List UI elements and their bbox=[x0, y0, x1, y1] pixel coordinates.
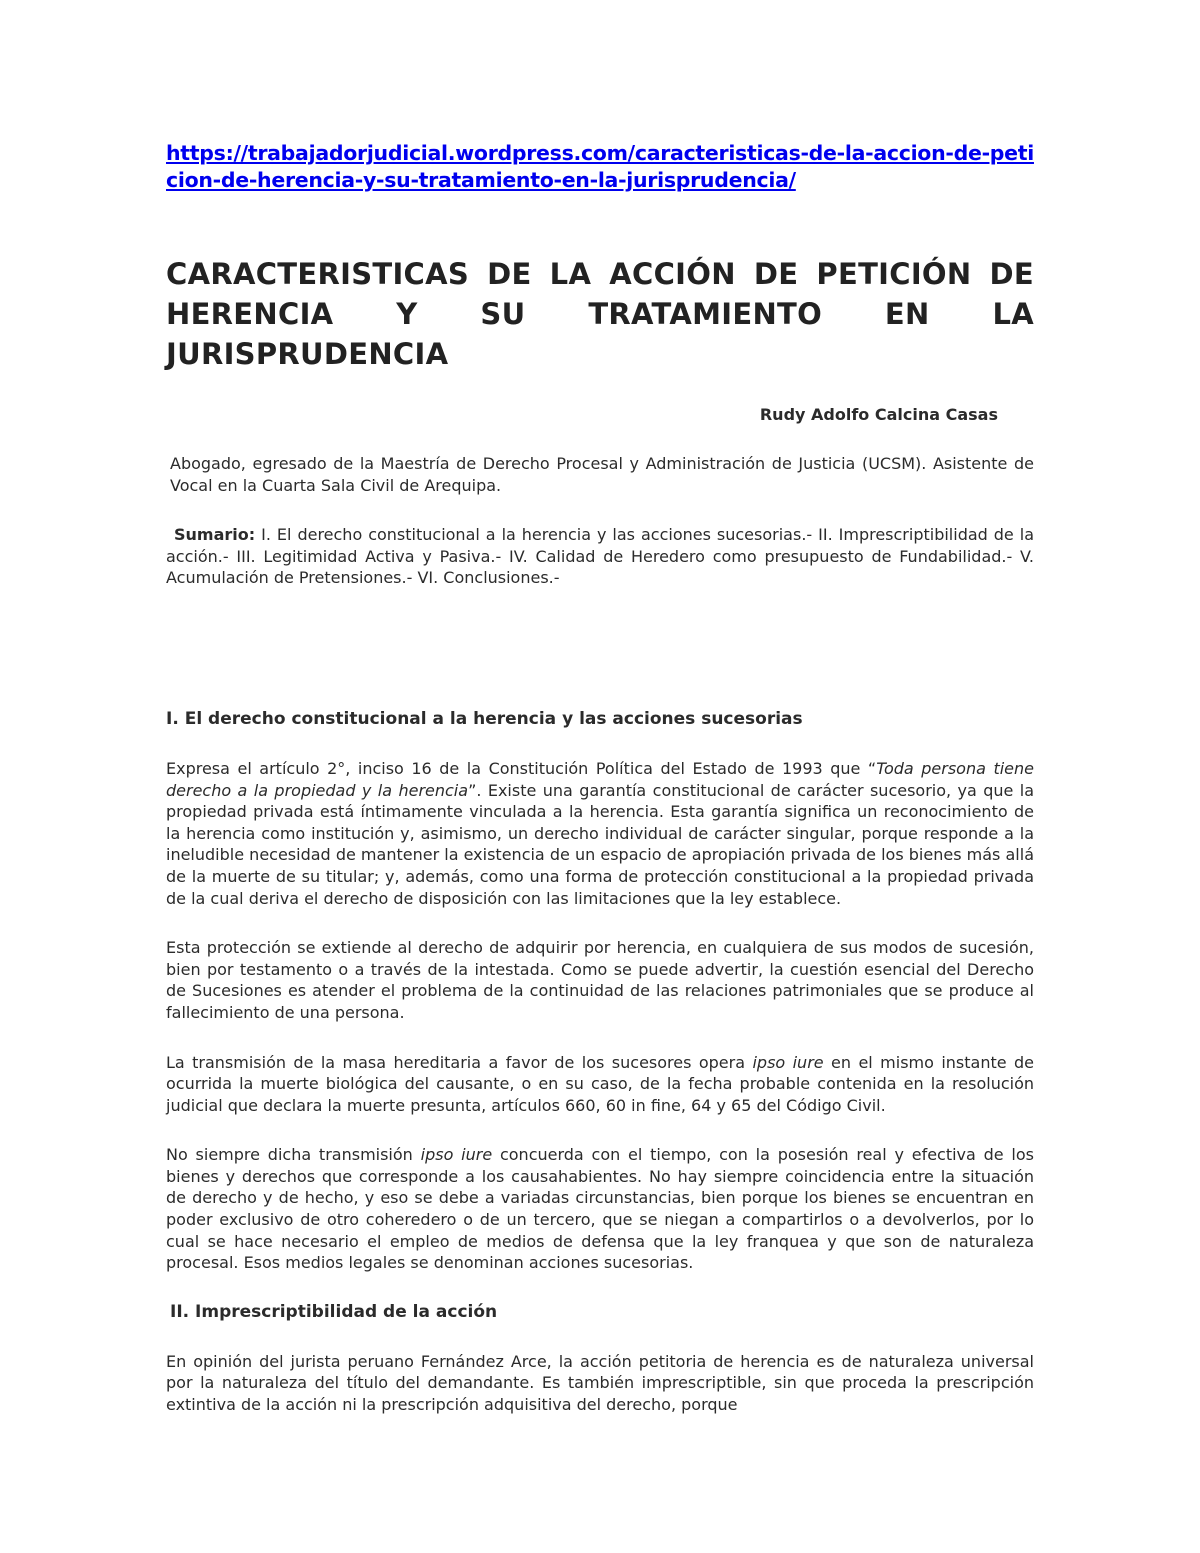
text-run: La transmisión de la masa hereditaria a favor de los sucesores opera bbox=[166, 1052, 753, 1072]
author-name: Rudy Adolfo Calcina Casas bbox=[759, 405, 998, 424]
italic-term: ipso iure bbox=[752, 1052, 824, 1072]
document-title: CARACTERISTICAS DE LA ACCIÓN DE PETICIÓN DE HERENCIA Y SU TRATAMIENTO EN LA JURISPRUDENCIA bbox=[166, 257, 1034, 371]
text-run: No siempre dicha transmisión bbox=[166, 1145, 421, 1165]
section-1-paragraph-3 bbox=[166, 1052, 1034, 1117]
text-run: en el mismo instante de ocurrida la muerte biológica del causante, o en su caso, de la fecha probable contenida en la resolución judicial que declara la muerte presunta, artículos 660, 60 in fine, 64 y 65 del Código Civil. bbox=[166, 1052, 1035, 1115]
summary bbox=[166, 524, 1034, 589]
document-body bbox=[166, 140, 1034, 1416]
section-1-paragraph-4 bbox=[166, 1144, 1034, 1274]
summary-label: Sumario: bbox=[174, 525, 256, 545]
author-bio: Abogado, egresado de la Maestría de Derecho Procesal y Administración de Justicia (UCSM). Asistente de Vocal en la Cuarta Sala Civil de Arequipa. bbox=[170, 454, 1034, 495]
text-run: Expresa el artículo 2°, inciso 16 de la Constitución Política del Estado de 1993 que “ bbox=[166, 758, 877, 778]
section-1-heading: I. El derecho constitucional a la herencia y las acciones sucesorias bbox=[166, 708, 803, 729]
section-2-paragraph-1: En opinión del jurista peruano Fernández Arce, la acción petitoria de herencia es de naturaleza universal por la naturaleza del título del demandante. Es también imprescriptible, sin que proceda la prescripción extintiva de la acción ni la prescripción adquisitiva del derecho, porque bbox=[166, 1351, 1034, 1415]
section-1-paragraph-2: Esta protección se extiende al derecho de adquirir por herencia, en cualquiera de sus modos de sucesión, bien por testamento o a través de la intestada. Como se puede advertir, la cuestión esencial del Derecho de Sucesiones es atender el problema de la continuidad de las relaciones patrimoniales que se produce al fallecimiento de una persona. bbox=[166, 938, 1034, 1022]
text-run: ”. Existe una garantía constitucional de carácter sucesorio, ya que la propiedad privada está íntimamente vinculada a la herencia. Esta garantía significa un reconocimiento de la herencia como institución y, asimismo, un derecho individual de carácter singular, porque responde a la ineludible necesidad de mantener la existencia de un espacio de apropiación privada de los bienes más allá de la muerte de su titular; y, además, como una forma de protección constitucional a la propiedad privada de la cual deriva el derecho de disposición con las limitaciones que la ley establece. bbox=[166, 780, 1034, 908]
italic-quote: Toda persona tiene derecho a la propiedad y la herencia bbox=[166, 758, 1034, 800]
summary-text: I. El derecho constitucional a la herencia y las acciones sucesorias.- II. Imprescriptibilidad de la acción.- III. Legitimidad Activa y Pasiva.- IV. Calidad de Heredero como presupuesto de Fundabilidad.- V. Acumulación de Pretensiones.- VI. Conclusiones.- bbox=[166, 525, 1034, 588]
italic-term: ipso iure bbox=[420, 1145, 493, 1165]
section-1-paragraph-1 bbox=[166, 758, 1034, 909]
section-2-heading: II. Imprescriptibilidad de la acción bbox=[170, 1301, 498, 1322]
text-run: concuerda con el tiempo, con la posesión real y efectiva de los bienes y derechos que corresponde a los causahabientes. No hay siempre coincidencia entre la situación de derecho y de hecho, y eso se debe a variadas circunstancias, bien porque los bienes se encuentran en poder exclusivo de otro coheredero o de un tercero, que se niegan a compartirlos o a devolverlos, por lo cual se hace necesario el empleo de medios de defensa que la ley franquea y que son de naturaleza procesal. Esos medios legales se denominan acciones sucesorias. bbox=[166, 1145, 1035, 1273]
source-link[interactable]: https://trabajadorjudicial.wordpress.com/caracteristicas-de-la-accion-de-peticion-de-herencia-y-su-tratamiento-en-la-jurisprudencia/ bbox=[166, 141, 1034, 192]
